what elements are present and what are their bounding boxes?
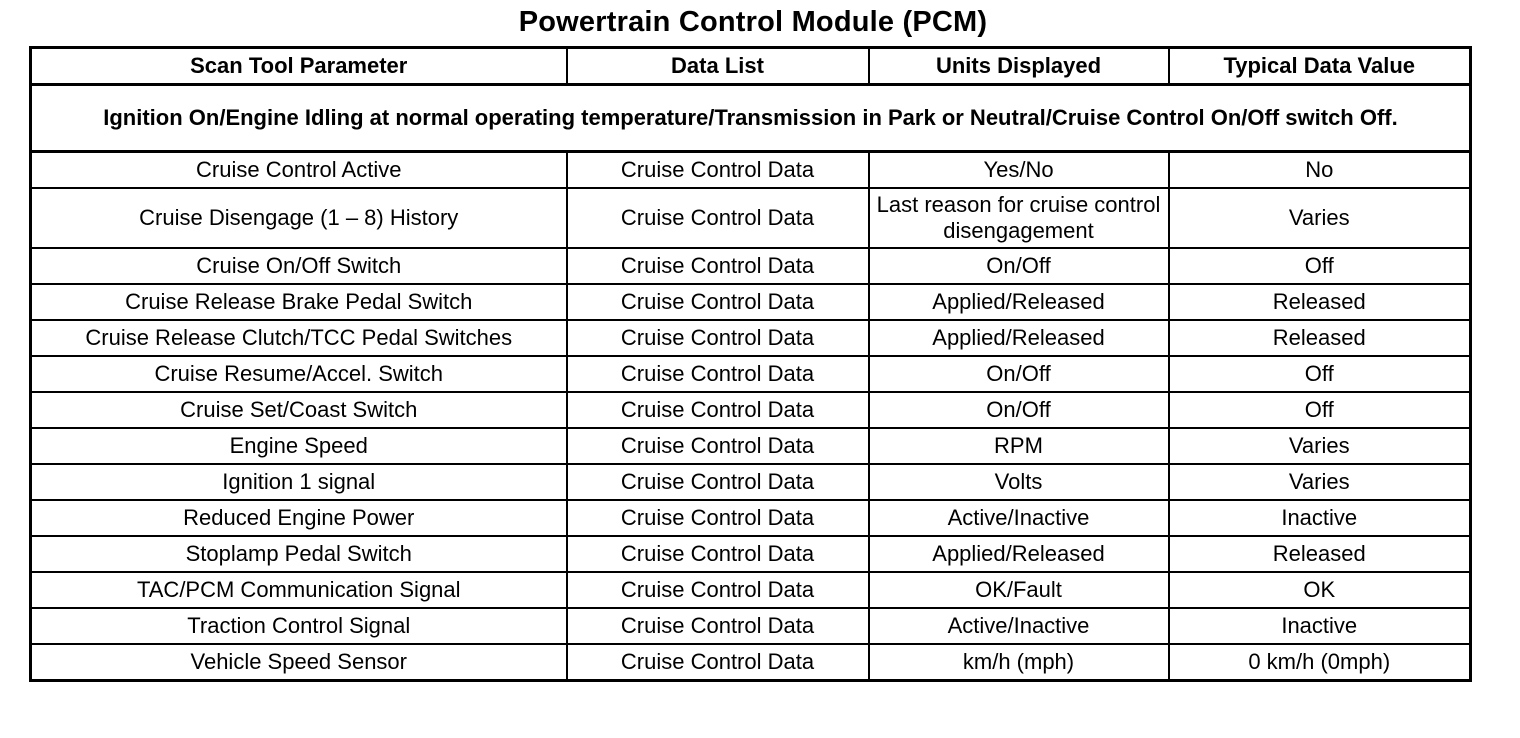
parameter-cell: Ignition 1 signal	[31, 464, 567, 500]
data-list-cell: Cruise Control Data	[567, 464, 869, 500]
parameter-cell: Cruise On/Off Switch	[31, 248, 567, 284]
table-row	[31, 428, 1471, 464]
table-row	[31, 284, 1471, 320]
page-title: Powertrain Control Module (PCM)	[518, 6, 988, 38]
table-row	[31, 188, 1471, 248]
header-scan-tool-parameter: Scan Tool Parameter	[31, 48, 567, 85]
data-list-cell: Cruise Control Data	[567, 188, 869, 248]
data-list-cell: Cruise Control Data	[567, 356, 869, 392]
parameter-cell: Engine Speed	[31, 428, 567, 464]
table-row	[31, 608, 1471, 644]
table-row	[31, 644, 1471, 681]
units-cell: OK/Fault	[869, 572, 1169, 608]
data-list-cell: Cruise Control Data	[567, 320, 869, 356]
typical-value-cell: Inactive	[1169, 500, 1471, 536]
header-row	[31, 48, 1471, 85]
data-list-cell: Cruise Control Data	[567, 500, 869, 536]
typical-value-cell: Varies	[1169, 188, 1471, 248]
table-row	[31, 500, 1471, 536]
units-cell: Yes/No	[869, 152, 1169, 189]
table-row	[31, 248, 1471, 284]
typical-value-cell: 0 km/h (0mph)	[1169, 644, 1471, 681]
parameter-cell: Cruise Resume/Accel. Switch	[31, 356, 567, 392]
units-cell: On/Off	[869, 248, 1169, 284]
parameter-cell: Cruise Release Clutch/TCC Pedal Switches	[31, 320, 567, 356]
header-typical-data-value: Typical Data Value	[1169, 48, 1471, 85]
table-row	[31, 572, 1471, 608]
table-row	[31, 536, 1471, 572]
typical-value-cell: Released	[1169, 320, 1471, 356]
units-cell: km/h (mph)	[869, 644, 1169, 681]
header-data-list: Data List	[567, 48, 869, 85]
units-cell: RPM	[869, 428, 1169, 464]
typical-value-cell: OK	[1169, 572, 1471, 608]
typical-value-cell: Released	[1169, 536, 1471, 572]
typical-value-cell: Off	[1169, 392, 1471, 428]
data-list-cell: Cruise Control Data	[567, 536, 869, 572]
pcm-data-table	[29, 46, 1472, 682]
units-cell: Volts	[869, 464, 1169, 500]
data-list-cell: Cruise Control Data	[567, 392, 869, 428]
typical-value-cell: Varies	[1169, 464, 1471, 500]
typical-value-cell: Off	[1169, 356, 1471, 392]
test-condition: Ignition On/Engine Idling at normal operating temperature/Transmission in Park or Neutral/Cruise Control On/Off switch Off.	[31, 85, 1471, 152]
table-row	[31, 320, 1471, 356]
typical-value-cell: Released	[1169, 284, 1471, 320]
typical-value-cell: Inactive	[1169, 608, 1471, 644]
parameter-cell: Vehicle Speed Sensor	[31, 644, 567, 681]
data-list-cell: Cruise Control Data	[567, 572, 869, 608]
units-cell: On/Off	[869, 356, 1169, 392]
data-list-cell: Cruise Control Data	[567, 248, 869, 284]
table-row	[31, 356, 1471, 392]
units-cell: Active/Inactive	[869, 608, 1169, 644]
typical-value-cell: Off	[1169, 248, 1471, 284]
parameter-cell: Reduced Engine Power	[31, 500, 567, 536]
header-units-displayed: Units Displayed	[869, 48, 1169, 85]
units-cell: Applied/Released	[869, 536, 1169, 572]
typical-value-cell: Varies	[1169, 428, 1471, 464]
table-row	[31, 392, 1471, 428]
condition-row	[31, 85, 1471, 152]
units-cell: On/Off	[869, 392, 1169, 428]
units-cell: Applied/Released	[869, 284, 1169, 320]
parameter-cell: Cruise Set/Coast Switch	[31, 392, 567, 428]
data-list-cell: Cruise Control Data	[567, 644, 869, 681]
parameter-cell: Cruise Release Brake Pedal Switch	[31, 284, 567, 320]
table-row	[31, 464, 1471, 500]
data-list-cell: Cruise Control Data	[567, 428, 869, 464]
data-list-cell: Cruise Control Data	[567, 284, 869, 320]
typical-value-cell: No	[1169, 152, 1471, 189]
parameter-cell: Cruise Disengage (1 – 8) History	[31, 188, 567, 248]
parameter-cell: Traction Control Signal	[31, 608, 567, 644]
data-list-cell: Cruise Control Data	[567, 608, 869, 644]
data-list-cell: Cruise Control Data	[567, 152, 869, 189]
units-cell: Active/Inactive	[869, 500, 1169, 536]
table-row	[31, 152, 1471, 189]
parameter-cell: Cruise Control Active	[31, 152, 567, 189]
parameter-cell: TAC/PCM Communication Signal	[31, 572, 567, 608]
units-cell: Applied/Released	[869, 320, 1169, 356]
units-cell: Last reason for cruise control disengagement	[869, 188, 1169, 248]
parameter-cell: Stoplamp Pedal Switch	[31, 536, 567, 572]
